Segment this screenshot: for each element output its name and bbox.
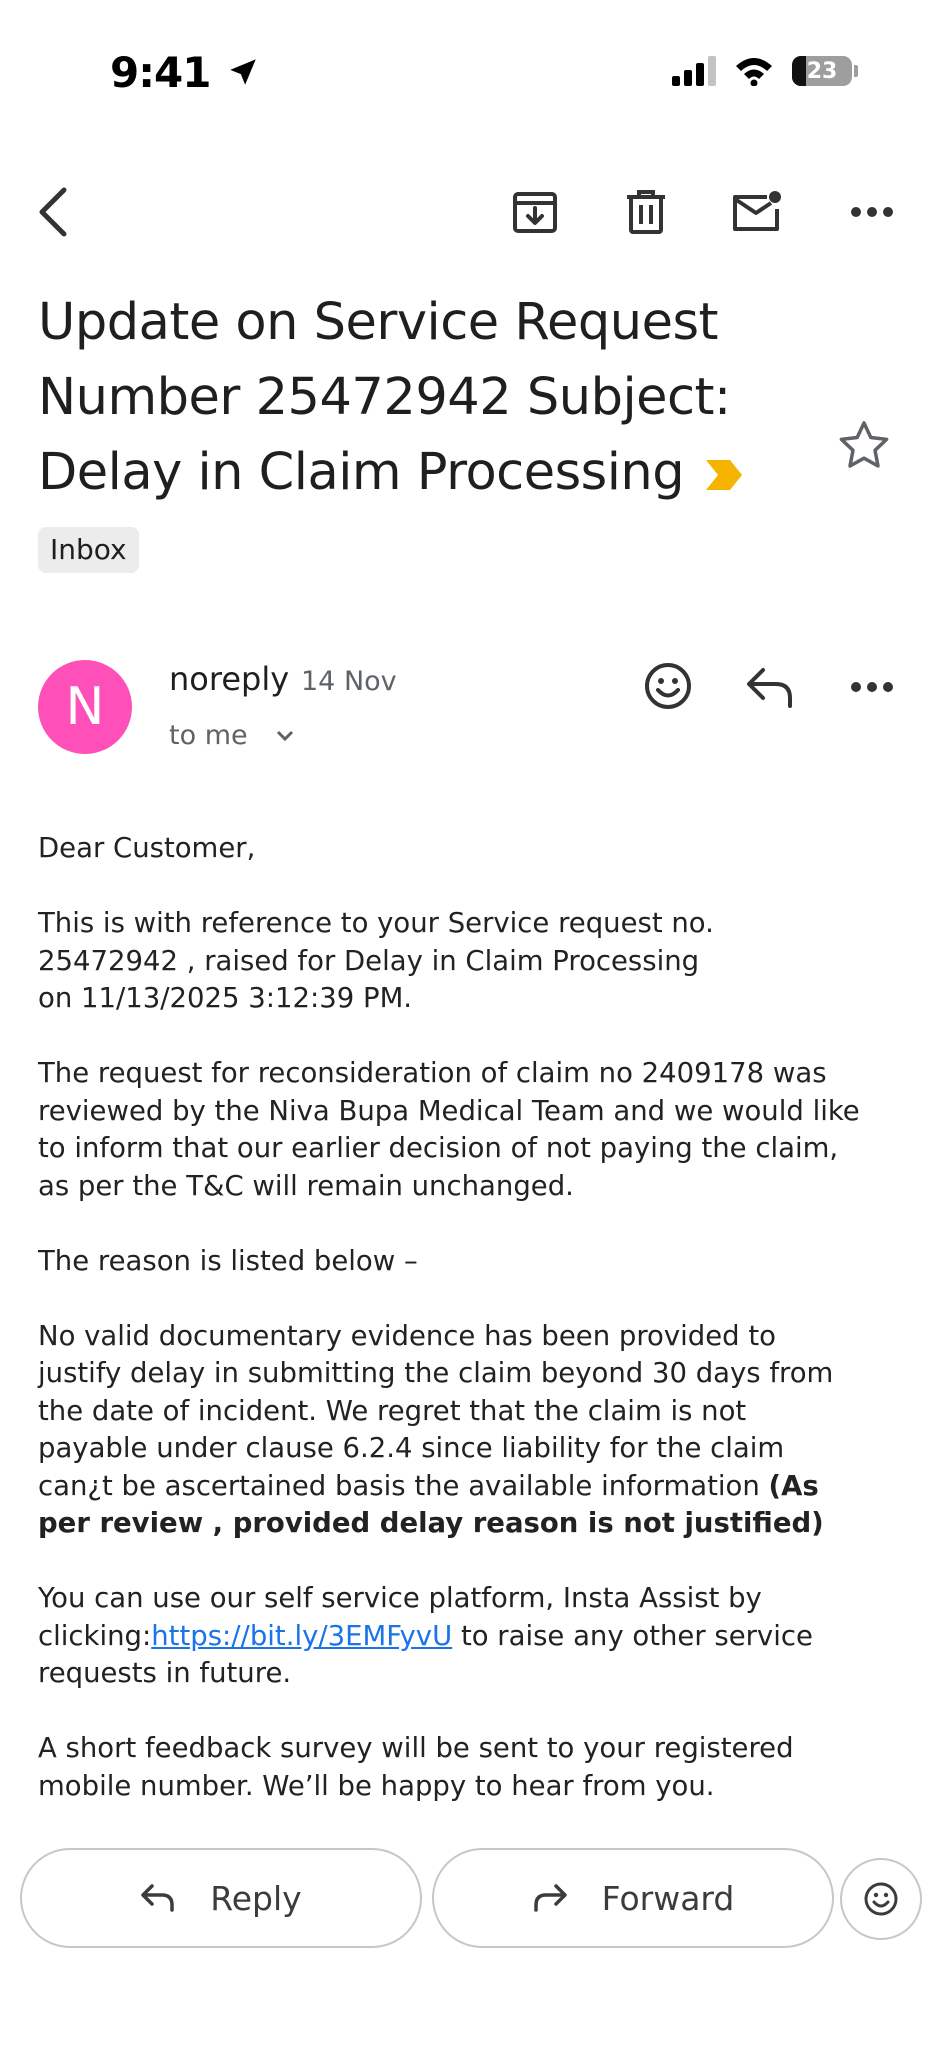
reply-icon bbox=[140, 1883, 176, 1913]
subject-line: Update on Service Request bbox=[38, 293, 719, 352]
body-line: mobile number. We’ll be happy to hear from you. bbox=[38, 1769, 715, 1802]
body-paragraph bbox=[38, 1580, 918, 1693]
location-arrow-icon bbox=[226, 55, 260, 89]
status-icons bbox=[672, 56, 858, 86]
message-more-button[interactable] bbox=[850, 680, 894, 692]
body-paragraph bbox=[38, 1318, 918, 1543]
star-icon bbox=[838, 420, 890, 470]
reply-button[interactable] bbox=[20, 1848, 422, 1948]
body-line: payable under clause 6.2.4 since liability for the claim bbox=[38, 1432, 785, 1464]
importance-marker-icon[interactable] bbox=[704, 458, 744, 492]
bold-text: (As bbox=[768, 1469, 819, 1502]
more-options-button[interactable] bbox=[840, 180, 904, 244]
body-line: as per the T&C will remain unchanged. bbox=[38, 1169, 574, 1202]
delete-button[interactable] bbox=[614, 180, 678, 244]
body-text-fragment: to raise any other service bbox=[452, 1619, 813, 1652]
body-text-fragment: clicking: bbox=[38, 1619, 152, 1652]
body-line: reviewed by the Niva Bupa Medical Team and we would like bbox=[38, 1094, 860, 1127]
email-subject bbox=[38, 285, 808, 510]
body-line: can¿t be ascertained basis the available information bbox=[38, 1469, 769, 1502]
subject-line: Number 25472942 Subject: bbox=[38, 368, 731, 427]
more-horizontal-icon bbox=[850, 206, 894, 218]
body-line: 25472942 , raised for Delay in Claim Processing bbox=[38, 944, 700, 977]
subject-line-last bbox=[38, 435, 808, 510]
body-line: the date of incident. We regret that the claim is not bbox=[38, 1394, 747, 1427]
body-paragraph bbox=[38, 905, 918, 1018]
greeting: Dear Customer, bbox=[38, 832, 256, 864]
chevron-down-icon bbox=[276, 730, 294, 742]
email-date: 14 Nov bbox=[301, 666, 397, 697]
battery-tip bbox=[854, 65, 858, 77]
archive-button[interactable] bbox=[503, 180, 567, 244]
battery-indicator bbox=[792, 56, 852, 86]
body-line: on 11/13/2025 3:12:39 PM. bbox=[38, 982, 413, 1014]
body-line: justify delay in submitting the claim beyond 30 days from bbox=[38, 1357, 834, 1389]
emoji-icon bbox=[642, 660, 694, 712]
body-line: No valid documentary evidence has been provided to bbox=[38, 1319, 776, 1352]
forward-label: Forward bbox=[601, 1878, 735, 1918]
insta-assist-link[interactable]: https://bit.ly/3EMFyvU bbox=[151, 1619, 453, 1652]
back-arrow-icon bbox=[34, 186, 70, 238]
sender-avatar: N bbox=[38, 660, 132, 754]
mail-unread-icon bbox=[731, 189, 783, 235]
inbox-label-chip[interactable]: Inbox bbox=[38, 527, 139, 573]
forward-icon bbox=[532, 1883, 568, 1913]
body-line: The request for reconsideration of claim no 2409178 was bbox=[38, 1057, 827, 1089]
sender-name[interactable]: noreply bbox=[169, 660, 290, 698]
recipient-details-toggle[interactable] bbox=[169, 720, 294, 751]
recipient-text: to me bbox=[169, 720, 248, 751]
body-line: You can use our self service platform, Insta Assist by bbox=[38, 1582, 762, 1614]
email-body bbox=[38, 830, 918, 1843]
emoji-reaction-button[interactable] bbox=[840, 1858, 922, 1940]
body-paragraph bbox=[38, 1730, 918, 1805]
more-horizontal-icon bbox=[850, 681, 894, 693]
body-line: This is with reference to your Service request no. bbox=[38, 907, 714, 939]
forward-button[interactable] bbox=[432, 1848, 834, 1948]
cellular-signal-icon bbox=[672, 56, 716, 86]
reply-icon bbox=[745, 664, 797, 710]
battery-level: 23 bbox=[806, 58, 838, 84]
status-time bbox=[110, 48, 260, 97]
body-line: requests in future. bbox=[38, 1657, 292, 1689]
body-line: to inform that our earlier decision of not paying the claim, bbox=[38, 1132, 839, 1164]
body-paragraph: The reason is listed below – bbox=[38, 1244, 418, 1277]
subject-line: Delay in Claim Processing bbox=[38, 443, 685, 502]
time-text: 9:41 bbox=[110, 48, 211, 97]
bold-text: per review , provided delay reason is not justified) bbox=[38, 1507, 824, 1539]
reply-icon-button[interactable] bbox=[745, 664, 797, 710]
emoji-icon bbox=[863, 1881, 899, 1917]
body-paragraph bbox=[38, 1055, 918, 1205]
wifi-icon bbox=[734, 56, 774, 86]
add-reaction-button[interactable] bbox=[642, 660, 694, 712]
reply-label: Reply bbox=[210, 1878, 302, 1918]
archive-icon bbox=[512, 189, 558, 235]
body-line: A short feedback survey will be sent to your registered bbox=[38, 1732, 794, 1764]
mark-unread-button[interactable] bbox=[725, 180, 789, 244]
star-button[interactable] bbox=[838, 420, 890, 475]
back-button[interactable] bbox=[20, 180, 84, 244]
trash-icon bbox=[625, 189, 667, 235]
